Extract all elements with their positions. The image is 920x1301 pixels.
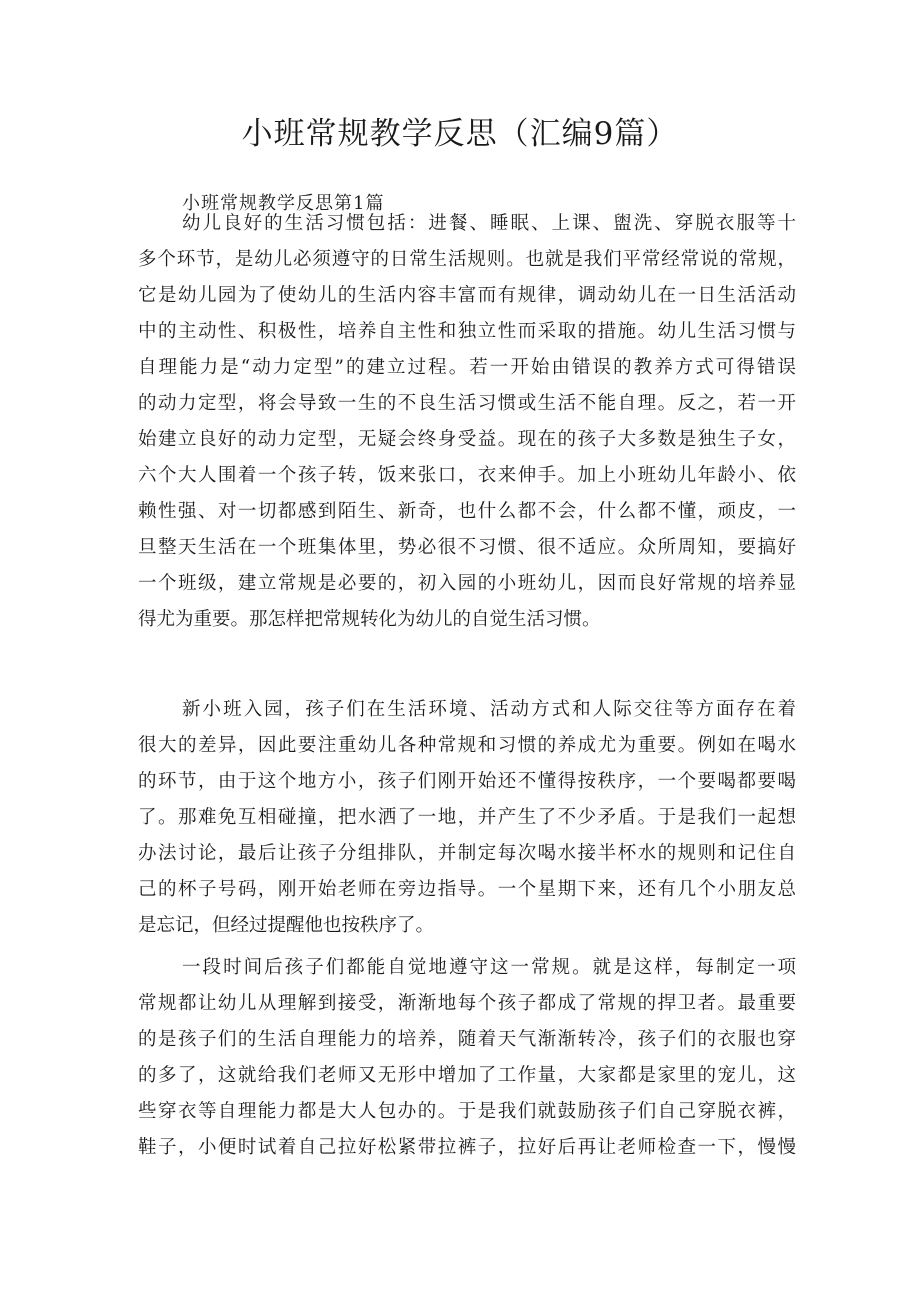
paragraph-line: 办法讨论，最后让孩子分组排队，并制定每次喝水接半杯水的规则和记住自	[138, 843, 796, 864]
paragraph-line: 的多了，这就给我们老师又无形中增加了工作量，大家都是家里的宠儿，这	[138, 1065, 796, 1086]
paragraph-line: 始建立良好的动力定型，无疑会终身受益。现在的孩子大多数是独生子女，	[138, 429, 796, 450]
paragraph-line: 自理能力是“动力定型”的建立过程。若一开始由错误的教养方式可得错误	[138, 357, 796, 378]
paragraph-3	[138, 950, 796, 1166]
paragraph-line: 的是孩子们的生活自理能力的培养，随着天气渐渐转冷，孩子们的衣服也穿	[138, 1029, 796, 1050]
paragraph-line: 鞋子，小便时试着自己拉好松紧带拉裤子，拉好后再让老师检查一下，慢慢	[138, 1137, 796, 1158]
paragraph-line: 很大的差异，因此要注重幼儿各种常规和习惯的养成尤为重要。例如在喝水	[138, 735, 796, 756]
paragraph-line: 一个班级，建立常规是必要的，初入园的小班幼儿，因而良好常规的培养显	[138, 573, 796, 594]
document-title: 小班常规教学反思（汇编9篇）	[241, 116, 679, 152]
paragraph-line: 一段时间后孩子们都能自觉地遵守这一常规。就是这样，每制定一项	[182, 957, 796, 978]
paragraph-line: 旦整天生活在一个班集体里，势必很不习惯、很不适应。众所周知，要搞好	[138, 537, 796, 558]
paragraph-line: 幼儿良好的生活习惯包括：进餐、睡眠、上课、盥洗、穿脱衣服等十	[182, 213, 796, 234]
paragraph-line: 它是幼儿园为了使幼儿的生活内容丰富而有规律，调动幼儿在一日生活活动	[138, 285, 796, 306]
paragraph-line: 中的主动性、积极性，培养自主性和独立性而采取的措施。幼儿生活习惯与	[138, 321, 796, 342]
paragraph-line: 新小班入园，孩子们在生活环境、活动方式和人际交往等方面存在着	[182, 699, 796, 720]
paragraph-2	[138, 692, 796, 944]
section-heading: 小班常规教学反思第1篇	[182, 193, 385, 214]
paragraph-line: 多个环节，是幼儿必须遵守的日常生活规则。也就是我们平常经常说的常规，	[138, 249, 796, 270]
paragraph-line: 的环节，由于这个地方小，孩子们刚开始还不懂得按秩序，一个要喝都要喝	[138, 771, 796, 792]
paragraph-line: 常规都让幼儿从理解到接受，渐渐地每个孩子都成了常规的捍卫者。最重要	[138, 993, 796, 1014]
paragraph-line: 的动力定型，将会导致一生的不良生活习惯或生活不能自理。反之，若一开	[138, 393, 796, 414]
paragraph-line: 些穿衣等自理能力都是大人包办的。于是我们就鼓励孩子们自己穿脱衣裤，	[138, 1101, 796, 1122]
paragraph-line: 得尤为重要。那怎样把常规转化为幼儿的自觉生活习惯。	[138, 609, 601, 630]
paragraph-line: 是忘记，但经过提醒他也按秩序了。	[138, 915, 435, 936]
paragraph-line: 赖性强、对一切都感到陌生、新奇，也什么都不会，什么都不懂，顽皮，一	[138, 501, 796, 522]
paragraph-1	[138, 206, 796, 638]
paragraph-line: 己的杯子号码，刚开始老师在旁边指导。一个星期下来，还有几个小朋友总	[138, 879, 796, 900]
paragraph-line: 了。那难免互相碰撞，把水洒了一地，并产生了不少矛盾。于是我们一起想	[138, 807, 796, 828]
paragraph-line: 六个大人围着一个孩子转，饭来张口，衣来伸手。加上小班幼儿年龄小、依	[138, 465, 796, 486]
